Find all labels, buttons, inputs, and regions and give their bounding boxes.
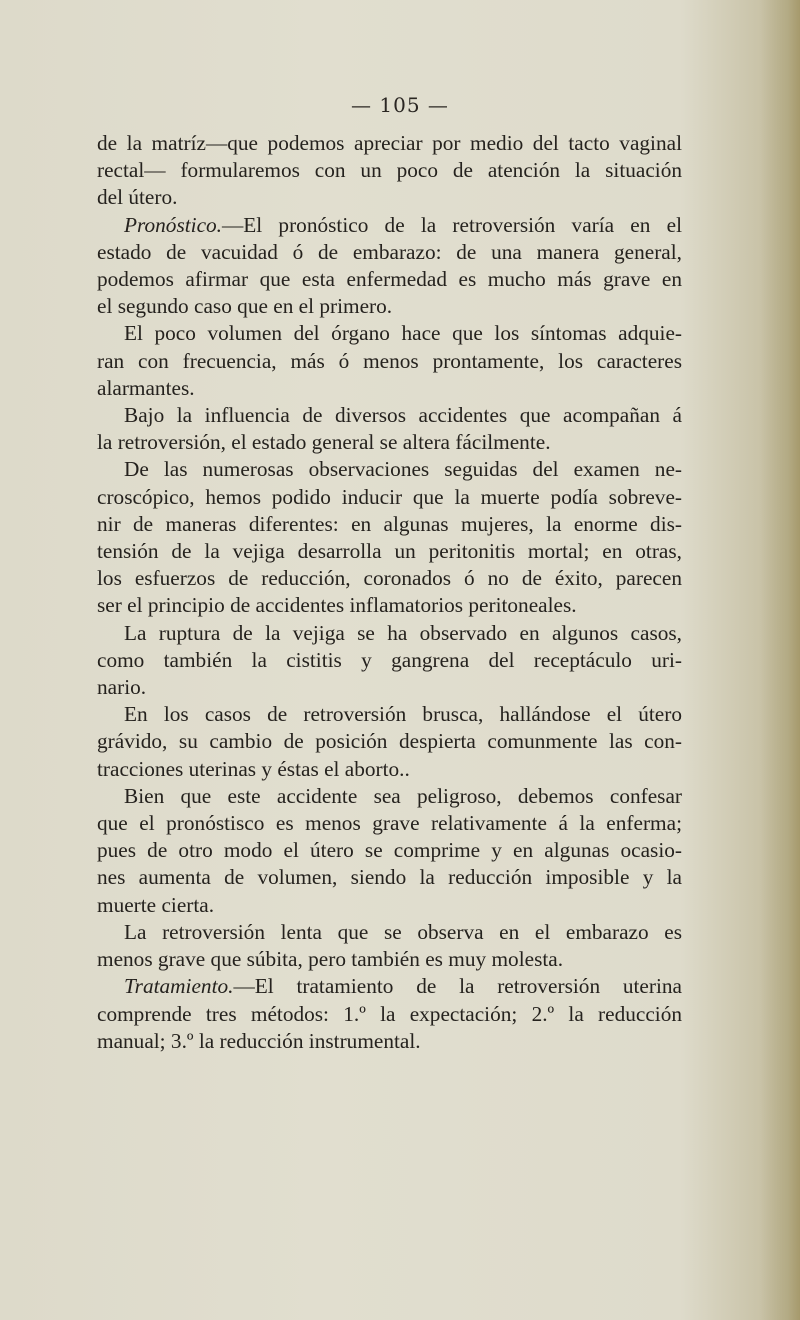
text-line: [97, 1028, 682, 1055]
text-line: [97, 348, 682, 375]
text-line: [97, 620, 682, 647]
text-line: [97, 538, 682, 565]
paragraph: [97, 320, 682, 402]
text-line: [97, 266, 682, 293]
line-text: manual; 3.º la reducción instrumental.: [97, 1028, 421, 1053]
text-line: [97, 320, 682, 347]
paragraph: [97, 783, 682, 919]
paragraph: [97, 402, 682, 456]
text-line: [97, 293, 682, 320]
line-text: nario.: [97, 675, 147, 700]
line-text: nes aumenta de volumen, siendo la reducción imposible y la: [97, 865, 682, 890]
text-line: [97, 184, 682, 211]
paragraph: [97, 130, 682, 212]
line-text: Bien que este accidente sea peligroso, debemos confesar: [124, 783, 682, 808]
paragraph: [97, 919, 682, 973]
line-text: podemos afirmar que esta enfermedad es mucho más grave en: [97, 267, 682, 292]
text-line: [97, 946, 682, 973]
text-line: [97, 456, 682, 483]
line-text: rectal— formularemos con un poco de atención la situación: [97, 158, 682, 183]
page-edge-stain: [760, 0, 800, 1320]
text-line: [97, 484, 682, 511]
body-text: [97, 130, 682, 1055]
text-line: [97, 1001, 682, 1028]
text-line: [97, 130, 682, 157]
line-text: croscópico, hemos podido inducir que la muerte podía sobreve-: [97, 484, 682, 509]
text-line: [97, 592, 682, 619]
line-text: La retroversión lenta que se observa en el embarazo es: [124, 919, 682, 944]
line-text: grávido, su cambio de posición despierta comunmente las con-: [97, 729, 682, 754]
text-line: [97, 701, 682, 728]
paragraph: [97, 456, 682, 619]
paragraph: [97, 973, 682, 1055]
text-line: [97, 756, 682, 783]
page-number: — 105 —: [351, 93, 449, 117]
line-text: pues de otro modo el útero se comprime y en algunas ocasio-: [97, 838, 682, 863]
text-line: [97, 511, 682, 538]
line-text: —El tratamiento de la retroversión uterina: [233, 974, 682, 999]
line-text: el segundo caso que en el primero.: [97, 294, 393, 319]
text-line: [97, 647, 682, 674]
line-text: la retroversión, el estado general se altera fácilmente.: [97, 430, 551, 455]
text-line: [97, 919, 682, 946]
section-heading: Tratamiento.: [124, 974, 234, 999]
line-text: los esfuerzos de reducción, coronados ó no de éxito, parecen: [97, 566, 682, 591]
line-text: La ruptura de la vejiga se ha observado en algunos casos,: [124, 620, 682, 645]
line-text: En los casos de retroversión brusca, hallándose el útero: [124, 702, 682, 727]
line-text: De las numerosas observaciones seguidas del examen ne-: [124, 457, 682, 482]
text-line: [97, 728, 682, 755]
line-text: tracciones uterinas y éstas el aborto..: [97, 756, 410, 781]
line-text: muerte cierta.: [97, 892, 215, 917]
line-text: de la matríz—que podemos apreciar por medio del tacto vaginal: [97, 131, 682, 155]
text-line: [97, 375, 682, 402]
line-text: nir de maneras diferentes: en algunas mujeres, la enorme dis-: [97, 511, 682, 536]
text-line: [97, 157, 682, 184]
line-text: El poco volumen del órgano hace que los síntomas adquie-: [124, 321, 682, 346]
text-line: [97, 864, 682, 891]
text-line: [97, 973, 682, 1000]
line-text: como también la cistitis y gangrena del receptáculo uri-: [97, 647, 682, 672]
line-text: que el pronóstisco es menos grave relativamente á la enferma;: [97, 811, 682, 836]
text-line: [97, 402, 682, 429]
text-line: [97, 212, 682, 239]
line-text: comprende tres métodos: 1.º la expectación; 2.º la reducción: [97, 1001, 682, 1026]
line-text: ser el principio de accidentes inflamatorios peritoneales.: [97, 593, 577, 618]
line-text: estado de vacuidad ó de embarazo: de una manera general,: [97, 239, 682, 264]
line-text: del útero.: [97, 185, 178, 210]
text-line: [97, 674, 682, 701]
text-line: [97, 239, 682, 266]
line-text: ran con frecuencia, más ó menos prontamente, los caracteres: [97, 348, 682, 373]
text-line: [97, 565, 682, 592]
paragraph: [97, 212, 682, 321]
line-text: —El pronóstico de la retroversión varía en el: [222, 212, 682, 237]
section-heading: Pronóstico.: [124, 212, 222, 237]
line-text: Bajo la influencia de diversos accidentes que acompañan á: [124, 403, 682, 428]
text-line: [97, 429, 682, 456]
line-text: alarmantes.: [97, 375, 195, 400]
paragraph: [97, 620, 682, 702]
line-text: menos grave que súbita, pero también es muy molesta.: [97, 947, 564, 972]
text-line: [97, 837, 682, 864]
text-line: [97, 810, 682, 837]
text-line: [97, 892, 682, 919]
paragraph: [97, 701, 682, 783]
line-text: tensión de la vejiga desarrolla un peritonitis mortal; en otras,: [97, 539, 682, 564]
text-line: [97, 783, 682, 810]
